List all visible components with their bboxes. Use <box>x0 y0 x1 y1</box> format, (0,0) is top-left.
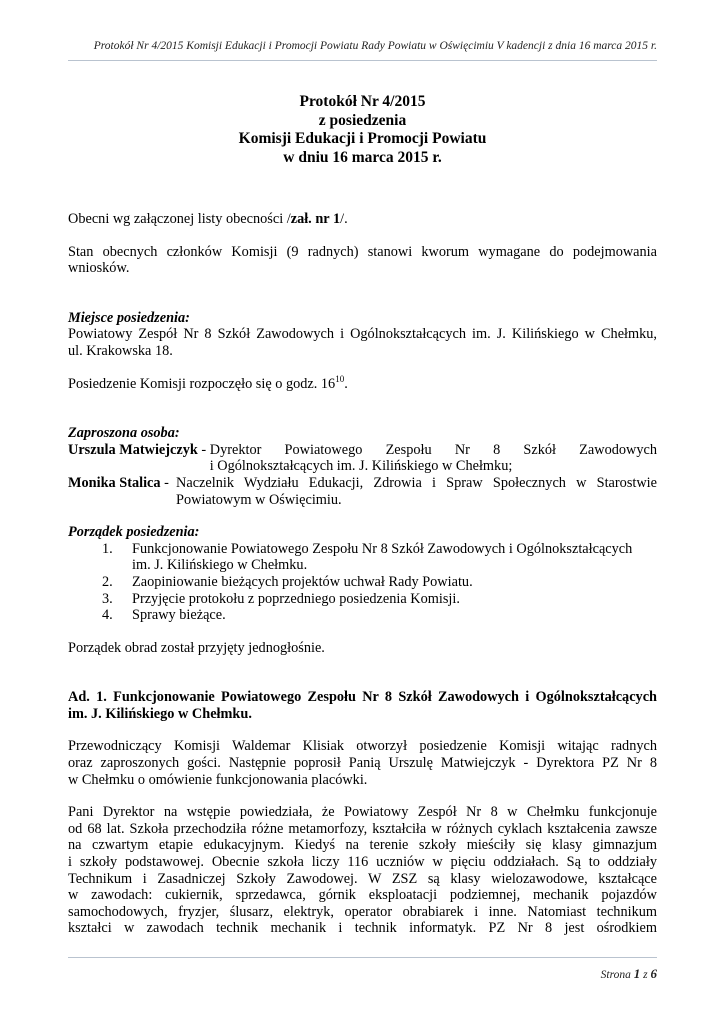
title-line: Komisji Edukacji i Promocji Powiatu <box>238 130 487 147</box>
agenda-item <box>68 541 657 574</box>
agenda-number: 4. <box>102 607 113 624</box>
section-heading: im. J. Kilińskiego w Chełmku. <box>68 705 252 722</box>
location-heading: Miejsce posiedzenia: <box>68 309 190 326</box>
agenda-item <box>68 574 657 591</box>
paragraph-line: Przewodniczący Komisji Waldemar Klisiak otworzył posiedzenie Komisji witając radnych <box>68 738 657 755</box>
paragraph-line: samochodowych, fryzjer, ślusarz, elektryk, operator obrabiarek i inne. Natomiast technikum <box>68 903 657 920</box>
page-footer <box>601 966 657 982</box>
paragraph-line: Pani Dyrektor na wstępie powiedziała, że Powiatowy Zespół Nr 8 w Chełmku funkcjonuje <box>68 804 657 821</box>
title-line: z posiedzenia <box>318 111 407 129</box>
guest-role <box>210 442 657 475</box>
agenda-number: 1. <box>102 540 113 557</box>
agenda-text: im. J. Kilińskiego w Chełmku. <box>132 557 308 574</box>
document-body <box>68 211 657 937</box>
guest-entry <box>68 442 657 475</box>
footer-label: Strona <box>600 969 634 981</box>
agenda-list <box>68 541 657 624</box>
paragraph-line: na czwartym etapie edukacyjnym. Kiedyś na terenie szkoły mieściły się klasy gimnazjum <box>68 837 657 854</box>
header-divider <box>68 60 657 61</box>
section-heading: Ad. 1. Funkcjonowanie Powiatowego Zespołu Nr 8 Szkół Zawodowych i Ogólnokształcących <box>68 689 657 706</box>
page-total: 6 <box>650 966 657 981</box>
paragraph-line: oraz zaproszonych gości. Następnie poprosił Panią Urszulę Matwiejczyk - Dyrektora PZ Nr 8 <box>68 755 657 772</box>
page-header: Protokół Nr 4/2015 Komisji Edukacji i Promocji Powiatu Rady Powiatu w Oświęcimiu V kadencji z dnia 16 marca 2015 r. <box>93 40 657 52</box>
agenda-text: Zaopiniowanie bieżących projektów uchwał Rady Powiatu. <box>132 573 473 590</box>
guest-role-line: i Ogólnokształcących im. J. Kilińskiego w Chełmku; <box>209 458 513 475</box>
guest-name: Monika Stalica <box>68 474 161 491</box>
start-time-end: . <box>344 375 348 392</box>
guest-role-line: Dyrektor Powiatowego Zespołu Nr 8 Szkół Zawodowych <box>209 441 657 458</box>
guest-name: Urszula Matwiejczyk <box>68 441 198 458</box>
guest-dash: - <box>160 474 177 491</box>
guests-heading: Zaproszona osoba: <box>68 425 180 442</box>
attendance-paragraph <box>68 211 657 228</box>
title-line: w dniu 16 marca 2015 r. <box>283 148 442 166</box>
start-time-text: Posiedzenie Komisji rozpoczęło się o godz. 16 <box>68 375 336 392</box>
attendance-prefix: Obecni wg załączonej listy obecności / <box>68 211 291 227</box>
document-title <box>68 93 657 167</box>
attendance-suffix: /. <box>340 211 348 227</box>
agenda-text: Sprawy bieżące. <box>132 607 226 624</box>
start-time <box>68 373 657 393</box>
guest-dash: - <box>197 441 210 458</box>
start-time-minutes: 10 <box>335 373 345 384</box>
page-number: 1 <box>633 966 641 981</box>
title-line: Protokół Nr 4/2015 <box>299 93 426 110</box>
agenda-number: 3. <box>102 590 113 607</box>
agenda-heading: Porządek posiedzenia: <box>68 524 200 541</box>
paragraph-line: i szkoły podstawowej. Obecnie szkoła liczy 116 uczniów w pięciu oddziałach. Są to oddziały <box>68 854 657 871</box>
quorum-line: wniosków. <box>68 260 130 277</box>
quorum-line: Stan obecnych członków Komisji (9 radnych) stanowi kworum wymagane do podejmowania <box>68 243 657 260</box>
paragraph-line: kształci w zawodach technik mechanik i technik informatyk. PZ Nr 8 jest ośrodkiem <box>68 920 657 937</box>
paragraph-line: w Chełmku o omówienie funkcjonowania placówki. <box>68 771 368 788</box>
agenda-item <box>68 591 657 608</box>
footer-divider <box>68 957 657 958</box>
paragraph-line: Technikum i Zasadniczej Szkoły Zawodowej. W ZSZ są klasy wielozawodowe, kształcące <box>68 870 657 887</box>
agenda-text: Przyjęcie protokołu z poprzedniego posiedzenia Komisji. <box>132 590 460 607</box>
footer-separator: z <box>640 969 651 981</box>
attendance-attachment: zał. nr 1 <box>290 211 341 227</box>
location-line: Powiatowy Zespół Nr 8 Szkół Zawodowych i Ogólnokształcących im. J. Kilińskiego w Chełmku, <box>68 326 657 343</box>
agenda-accepted: Porządek obrad został przyjęty jednogłośnie. <box>68 639 325 656</box>
location-line: ul. Krakowska 18. <box>68 342 173 359</box>
guest-entry <box>68 475 657 508</box>
agenda-item <box>68 607 657 624</box>
guest-role-line: Powiatowym w Oświęcimiu. <box>176 491 342 508</box>
agenda-number: 2. <box>102 573 113 590</box>
paragraph-line: w zawodach: cukiernik, sprzedawca, górnik eksploatacji podziemnej, mechanik pojazdów <box>68 887 657 904</box>
paragraph-line: od 68 lat. Szkoła przechodziła różne metamorfozy, kształciła w różnych cyklach kształcenia zawsze <box>68 820 657 837</box>
guest-role <box>176 475 657 508</box>
guest-role-line: Naczelnik Wydziału Edukacji, Zdrowia i Spraw Społecznych w Starostwie <box>176 474 657 491</box>
agenda-text: Funkcjonowanie Powiatowego Zespołu Nr 8 Szkół Zawodowych i Ogólnokształcących <box>132 540 633 557</box>
